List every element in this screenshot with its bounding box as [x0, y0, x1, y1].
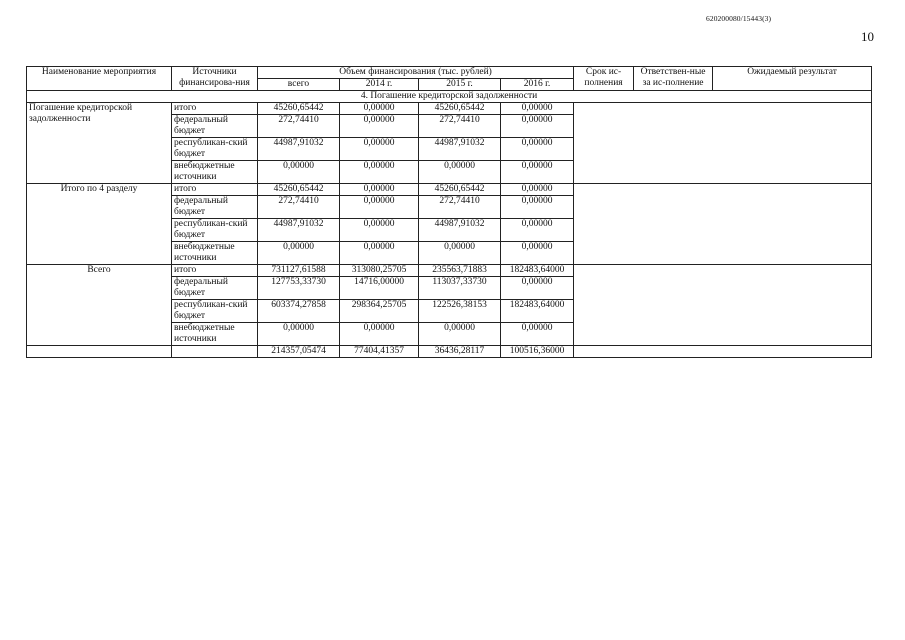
value-2014: 313080,25705: [340, 265, 419, 277]
header-name: Наименование мероприятия: [27, 67, 172, 91]
value-2016: 0,00000: [501, 103, 574, 115]
value-total: 0,00000: [258, 242, 340, 265]
value-2015: 272,74410: [419, 115, 501, 138]
value-total: 0,00000: [258, 323, 340, 346]
value-2016: 0,00000: [501, 138, 574, 161]
funding-source: федеральный бюджет: [172, 196, 258, 219]
value-2016: 0,00000: [501, 323, 574, 346]
value-total: 0,00000: [258, 161, 340, 184]
value-total: 45260,65442: [258, 184, 340, 196]
value-2014: 0,00000: [340, 242, 419, 265]
value-2015: 0,00000: [419, 323, 501, 346]
value-2014: 0,00000: [340, 196, 419, 219]
measure-name: Итого по 4 разделу: [27, 184, 172, 265]
table-row: [27, 103, 872, 115]
value-2016: 0,00000: [501, 242, 574, 265]
value-2015: 0,00000: [419, 242, 501, 265]
value-2015: 122526,38153: [419, 300, 501, 323]
header-2015: 2015 г.: [419, 79, 501, 91]
funding-source: внебюджетные источники: [172, 323, 258, 346]
value-2015: 44987,91032: [419, 219, 501, 242]
value-2016: 0,00000: [501, 161, 574, 184]
value-2014: 0,00000: [340, 323, 419, 346]
measure-name: Погашение кредиторской задолженности: [27, 103, 172, 184]
value-2015: 45260,65442: [419, 103, 501, 115]
final-2016: 100516,36000: [501, 346, 574, 358]
value-total: 272,74410: [258, 196, 340, 219]
funding-source: республикан-ский бюджет: [172, 300, 258, 323]
header-volume: Объем финансирования (тыс. рублей): [258, 67, 574, 79]
funding-source: федеральный бюджет: [172, 115, 258, 138]
value-2015: 45260,65442: [419, 184, 501, 196]
document-code: 620200080/15443(3): [706, 14, 772, 23]
header-2014: 2014 г.: [340, 79, 419, 91]
empty-remaining-cell: [574, 265, 872, 346]
funding-source: республикан-ский бюджет: [172, 138, 258, 161]
value-2015: 44987,91032: [419, 138, 501, 161]
value-2014: 14716,00000: [340, 277, 419, 300]
value-2016: 182483,64000: [501, 265, 574, 277]
value-2016: 0,00000: [501, 184, 574, 196]
funding-source: федеральный бюджет: [172, 277, 258, 300]
value-2014: 0,00000: [340, 161, 419, 184]
table-body: [27, 91, 872, 358]
value-2015: 235563,71883: [419, 265, 501, 277]
final-2015: 36436,28117: [419, 346, 501, 358]
value-total: 44987,91032: [258, 138, 340, 161]
final-empty-rest: [574, 346, 872, 358]
value-2014: 0,00000: [340, 219, 419, 242]
empty-remaining-cell: [574, 184, 872, 265]
value-2015: 0,00000: [419, 161, 501, 184]
empty-remaining-cell: [574, 103, 872, 184]
value-2015: 113037,33730: [419, 277, 501, 300]
value-2016: 0,00000: [501, 277, 574, 300]
value-2014: 0,00000: [340, 115, 419, 138]
table-row: [27, 265, 872, 277]
final-empty-name: [27, 346, 172, 358]
funding-source: итого: [172, 103, 258, 115]
value-2015: 272,74410: [419, 196, 501, 219]
value-2014: 298364,25705: [340, 300, 419, 323]
table-row: [27, 184, 872, 196]
final-total: 214357,05474: [258, 346, 340, 358]
value-2014: 0,00000: [340, 103, 419, 115]
header-deadline: Срок ис-полнения: [574, 67, 634, 91]
header-2016: 2016 г.: [501, 79, 574, 91]
value-2016: 0,00000: [501, 196, 574, 219]
value-total: 731127,61588: [258, 265, 340, 277]
funding-table: [26, 66, 872, 358]
value-2014: 0,00000: [340, 138, 419, 161]
header-source: Источники финансирова-ния: [172, 67, 258, 91]
value-total: 603374,27858: [258, 300, 340, 323]
header-result: Ожидаемый результат: [713, 67, 872, 91]
funding-source: внебюджетные источники: [172, 242, 258, 265]
page-number: 10: [861, 29, 874, 44]
funding-source: итого: [172, 265, 258, 277]
header-responsible: Ответствен-ные за ис-полнение: [634, 67, 713, 91]
value-total: 272,74410: [258, 115, 340, 138]
funding-source: республикан-ский бюджет: [172, 219, 258, 242]
value-2016: 0,00000: [501, 219, 574, 242]
value-total: 45260,65442: [258, 103, 340, 115]
header-total: всего: [258, 79, 340, 91]
final-row: [27, 346, 872, 358]
final-2014: 77404,41357: [340, 346, 419, 358]
value-total: 44987,91032: [258, 219, 340, 242]
value-total: 127753,33730: [258, 277, 340, 300]
final-empty-source: [172, 346, 258, 358]
table-header: [27, 67, 872, 91]
section-title: 4. Погашение кредиторской задолженности: [27, 91, 872, 103]
measure-name: Всего: [27, 265, 172, 346]
value-2016: 0,00000: [501, 115, 574, 138]
funding-source: внебюджетные источники: [172, 161, 258, 184]
value-2016: 182483,64000: [501, 300, 574, 323]
funding-source: итого: [172, 184, 258, 196]
value-2014: 0,00000: [340, 184, 419, 196]
